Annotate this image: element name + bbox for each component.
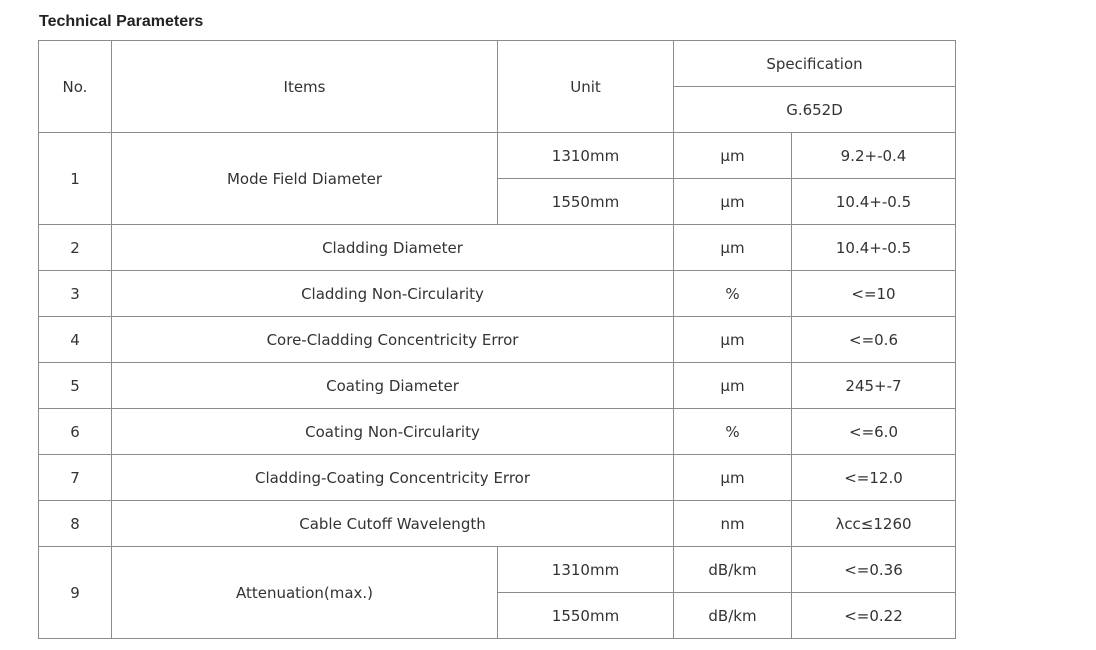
table-row <box>39 225 956 271</box>
row-number: 9 <box>39 547 112 639</box>
row-item: Attenuation(max.) <box>112 547 498 639</box>
row-value: 245+-7 <box>792 363 956 409</box>
table-row <box>39 317 956 363</box>
row-value: <=6.0 <box>792 409 956 455</box>
header-unit: Unit <box>498 41 674 133</box>
row-unit: µm <box>674 363 792 409</box>
row-number: 3 <box>39 271 112 317</box>
row-unit: µm <box>674 133 792 179</box>
row-number: 4 <box>39 317 112 363</box>
row-unit: % <box>674 271 792 317</box>
row-unit: µm <box>674 317 792 363</box>
row-unit: nm <box>674 501 792 547</box>
section-title: Technical Parameters <box>39 13 204 30</box>
table-row <box>39 363 956 409</box>
technical-parameters-table <box>38 40 956 639</box>
row-value: <=10 <box>792 271 956 317</box>
row-number: 6 <box>39 409 112 455</box>
header-items: Items <box>112 41 498 133</box>
row-wavelength: 1310mm <box>498 133 674 179</box>
table-row <box>39 271 956 317</box>
header-specification: Specification <box>674 41 956 87</box>
row-item: Cladding-Coating Concentricity Error <box>112 455 674 501</box>
row-unit: dB/km <box>674 593 792 639</box>
row-number: 7 <box>39 455 112 501</box>
row-item: Coating Non-Circularity <box>112 409 674 455</box>
row-wavelength: 1550mm <box>498 593 674 639</box>
table-row <box>39 501 956 547</box>
table-row <box>39 455 956 501</box>
row-value: <=0.36 <box>792 547 956 593</box>
row-number: 2 <box>39 225 112 271</box>
row-unit: % <box>674 409 792 455</box>
table-header-row <box>39 41 956 87</box>
row-value: 10.4+-0.5 <box>792 225 956 271</box>
row-number: 8 <box>39 501 112 547</box>
row-value: <=12.0 <box>792 455 956 501</box>
row-item: Cladding Diameter <box>112 225 674 271</box>
row-unit: µm <box>674 225 792 271</box>
table-row <box>39 409 956 455</box>
table-row <box>39 133 956 179</box>
header-standard: G.652D <box>674 87 956 133</box>
row-value: <=0.22 <box>792 593 956 639</box>
header-no: No. <box>39 41 112 133</box>
row-number: 5 <box>39 363 112 409</box>
row-item: Core-Cladding Concentricity Error <box>112 317 674 363</box>
row-value: λcc≤1260 <box>792 501 956 547</box>
table-row <box>39 547 956 593</box>
row-unit: µm <box>674 179 792 225</box>
row-value: 9.2+-0.4 <box>792 133 956 179</box>
row-unit: dB/km <box>674 547 792 593</box>
row-wavelength: 1550mm <box>498 179 674 225</box>
row-item: Mode Field Diameter <box>112 133 498 225</box>
row-number: 1 <box>39 133 112 225</box>
row-value: <=0.6 <box>792 317 956 363</box>
row-wavelength: 1310mm <box>498 547 674 593</box>
row-item: Coating Diameter <box>112 363 674 409</box>
row-unit: µm <box>674 455 792 501</box>
row-value: 10.4+-0.5 <box>792 179 956 225</box>
row-item: Cladding Non-Circularity <box>112 271 674 317</box>
row-item: Cable Cutoff Wavelength <box>112 501 674 547</box>
